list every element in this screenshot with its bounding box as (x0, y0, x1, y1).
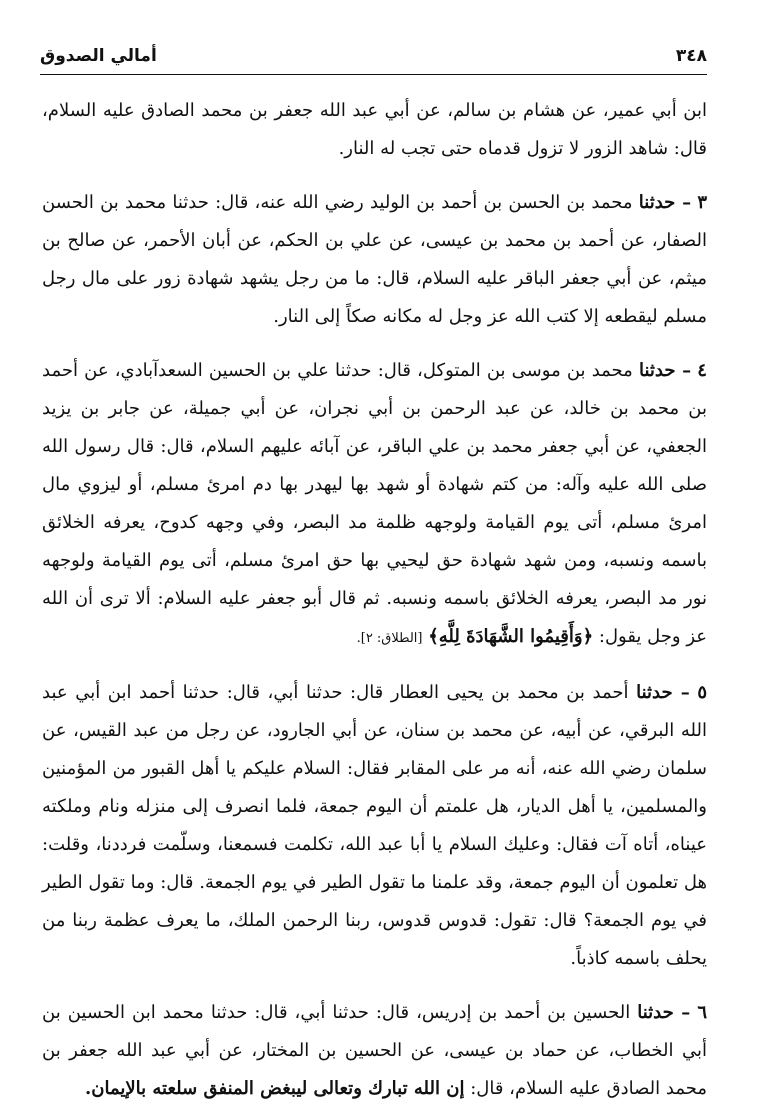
hadith-quote: إن الله تبارك وتعالى ليبغض المنفق سلعته بالإيمان. (84, 1078, 465, 1099)
hadith-text: محمد بن موسى بن المتوكل، قال: حدثنا علي بن الحسين السعدآبادي، عن أحمد بن محمد بن خالد، عن عبد الرحمن بن أبي نجران، عن أبي جميلة، عن جابر بن يزيد الجعفي، عن أبي جعفر محمد بن علي الباقر، عن آبائه عليهم السلام، قال: قال رسول الله صلى الله عليه وآله: من كتم شهادة أو شهد بها ليهدر بها دم امرئ مسلم، أو ليزوي مال امرئ مسلم، أتى يوم القيامة ولوجهه ظلمة مد البصر، وفي وجهه كدوح، يعرفه الخلائق باسمه ونسبه، ومن شهد شهادة حق ليحيي بها حق امرئ مسلم، أتى يوم القيامة ولوجهه نور مد البصر، يعرفه الخلائق باسمه ونسبه. ثم قال أبو جعفر عليه السلام: ألا ترى أن الله عز وجل يقول: (42, 360, 707, 647)
hadith-continuation (42, 92, 707, 168)
running-header (40, 44, 707, 75)
hadith-3 (42, 184, 707, 336)
hadith-6 (42, 994, 707, 1108)
hadith-text: الحسين بن أحمد بن إدريس، قال: حدثنا أبي، قال: حدثنا محمد ابن الحسين بن أبي الخطاب، عن حماد بن عيسى، عن الحسين بن المختار، عن أبي عبد الله جعفر بن محمد الصادق عليه السلام، قال: (42, 1002, 707, 1099)
hadith-number: ٥ (697, 682, 707, 703)
hadith-opener: حدثنا (638, 360, 676, 381)
hadith-4 (42, 352, 707, 658)
hadith-number: ٤ (697, 360, 707, 381)
page-number: ٣٤٨ (675, 46, 707, 66)
hadith-number: ٣ (697, 192, 707, 213)
verse-reference: [الطلاق: ٢]. (356, 631, 423, 646)
hadith-5 (42, 674, 707, 978)
hadith-opener: حدثنا (636, 682, 673, 703)
hadith-opener: حدثنا (638, 192, 676, 213)
hadith-dash: – (672, 682, 690, 703)
page-body (42, 92, 707, 1108)
hadith-dash: – (673, 1002, 691, 1023)
quran-verse: ﴿وَأَقِيمُوا الشَّهَادَةَ لِلَّهِ﴾ (428, 626, 594, 647)
hadith-opener: حدثنا (637, 1002, 674, 1023)
hadith-dash: – (675, 192, 692, 213)
hadith-dash: – (675, 360, 692, 381)
hadith-text: أحمد بن محمد بن يحيى العطار قال: حدثنا أبي، قال: حدثنا أحمد ابن أبي عبد الله البرقي، عن أبيه، عن محمد بن سنان، عن أبي الجارود، عن رجل من عبد القيس، عن سلمان رضي الله عنه، أنه مر على المقابر فقال: السلام عليكم يا أهل القبور من المؤمنين والمسلمين، يا أهل الديار، هل علمتم أن اليوم جمعة، فلما انصرف إلى منزله ونام وملكته عيناه، أتاه آت فقال: وعليك السلام يا أبا عبد الله، تكلمت فسمعنا، وسلّمت فرددنا، وقلت: هل تعلمون أن اليوم جمعة، وقد علمنا ما تقول الطير في يوم الجمعة. قال: وما تقول الطير في يوم الجمعة؟ قال: تقول: قدوس قدوس، ربنا الرحمن الملك، ما يعرف عظمة ربنا من يحلف باسمه كاذباً. (42, 682, 707, 969)
book-title: أمالي الصدوق (40, 46, 157, 66)
hadith-text: ابن أبي عمير، عن هشام بن سالم، عن أبي عبد الله جعفر بن محمد الصادق عليه السلام، قال: شاهد الزور لا تزول قدماه حتى تجب له النار. (42, 100, 707, 159)
hadith-text: محمد بن الحسن بن أحمد بن الوليد رضي الله عنه، قال: حدثنا محمد بن الحسن الصفار، عن أحمد بن محمد بن عيسى، عن علي بن الحكم، عن أبان الأحمر، عن صالح بن ميثم، عن أبي جعفر الباقر عليه السلام، قال: ما من رجل يشهد شهادة زور على مال رجل مسلم ليقطعه إلا كتب الله عز وجل له مكانه صكاً إلى النار. (42, 192, 707, 327)
hadith-number: ٦ (697, 1002, 707, 1023)
